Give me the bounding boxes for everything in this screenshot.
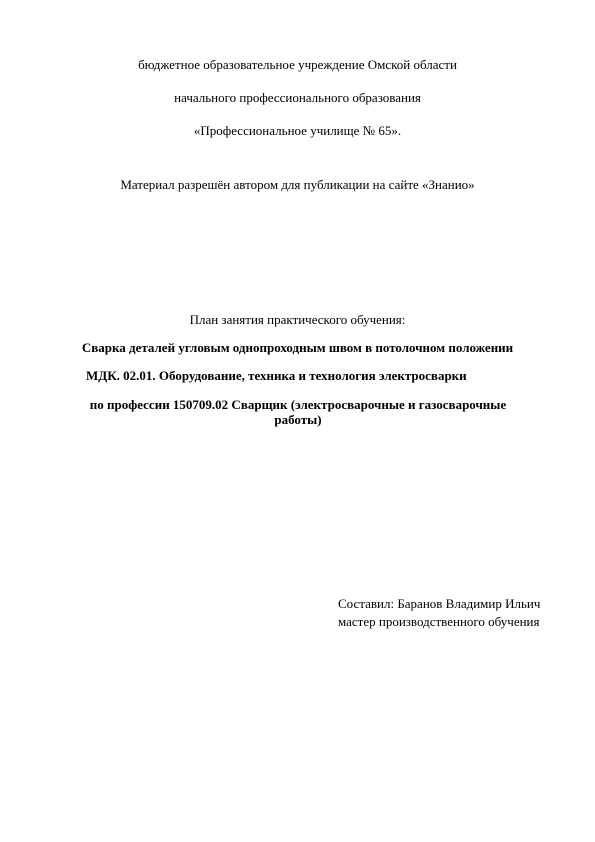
institution-line-1: бюджетное образовательное учреждение Омской области bbox=[138, 57, 457, 72]
plan-title: План занятия практического обучения: bbox=[189, 312, 406, 327]
permission-note: Материал разрешён автором для публикации на сайте «Знанио» bbox=[120, 177, 475, 192]
compiled-by: Составил: Баранов Владимир Ильич bbox=[338, 596, 541, 611]
institution-line-2: начального профессионального образования bbox=[174, 90, 421, 105]
lesson-topic: Сварка деталей угловым однопроходным швом в потолочном положении bbox=[81, 340, 514, 355]
module-title: МДК. 02.01. Оборудование, техника и технология электросварки bbox=[86, 368, 467, 383]
institution-line-3: «Профессиональное училище № 65». bbox=[193, 123, 402, 138]
author-position: мастер производственного обучения bbox=[338, 614, 540, 629]
profession-line: по профессии 150709.02 Сварщик (электросварочные и газосварочные работы) bbox=[89, 397, 507, 427]
